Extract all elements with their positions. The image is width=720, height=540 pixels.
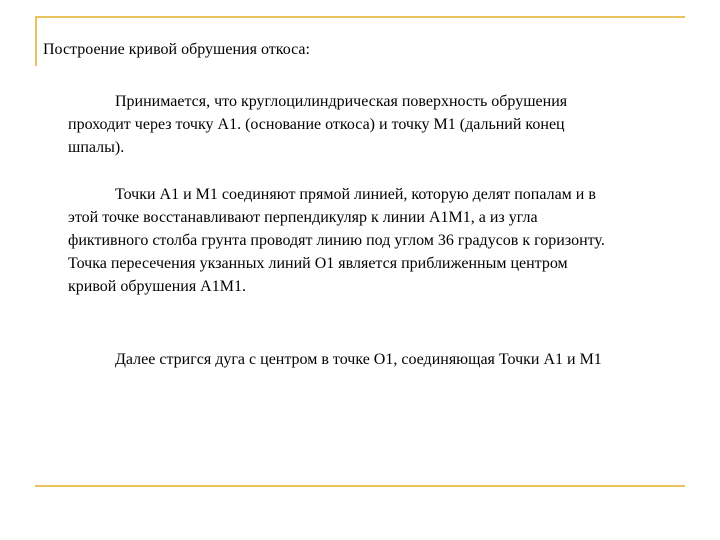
bottom-border-line bbox=[35, 485, 685, 487]
paragraph-line: проходит через точку А1. (основание откоса) и точку М1 (дальний конец bbox=[68, 116, 565, 133]
top-border-line bbox=[35, 16, 685, 18]
left-border-line bbox=[35, 16, 37, 66]
paragraph-line: фиктивного столба грунта проводят линию под углом 36 градусов к горизонту. bbox=[68, 232, 605, 249]
paragraph-line: Далее стригся дуга с центром в точке О1, соединяющая Точки А1 и М1 bbox=[115, 351, 602, 368]
paragraph-2 bbox=[68, 183, 688, 298]
paragraph-line: этой точке восстанавливают перпендикуляр к линии А1М1, а из угла bbox=[68, 209, 538, 226]
slide-title: Построение кривой обрушения откоса: bbox=[43, 41, 310, 58]
paragraph-line: Точка пересечения укзанных линий О1 является приближенным центром bbox=[68, 255, 568, 272]
paragraph-line: кривой обрушения А1М1. bbox=[68, 278, 246, 295]
paragraph-3 bbox=[68, 348, 688, 371]
paragraph-1 bbox=[68, 90, 688, 159]
paragraph-line: Точки А1 и М1 соединяют прямой линией, которую делят попалам и в bbox=[115, 186, 596, 203]
paragraph-line: Принимается, что круглоцилиндрическая поверхность обрушения bbox=[115, 93, 568, 110]
paragraph-line: шпалы). bbox=[68, 139, 125, 156]
